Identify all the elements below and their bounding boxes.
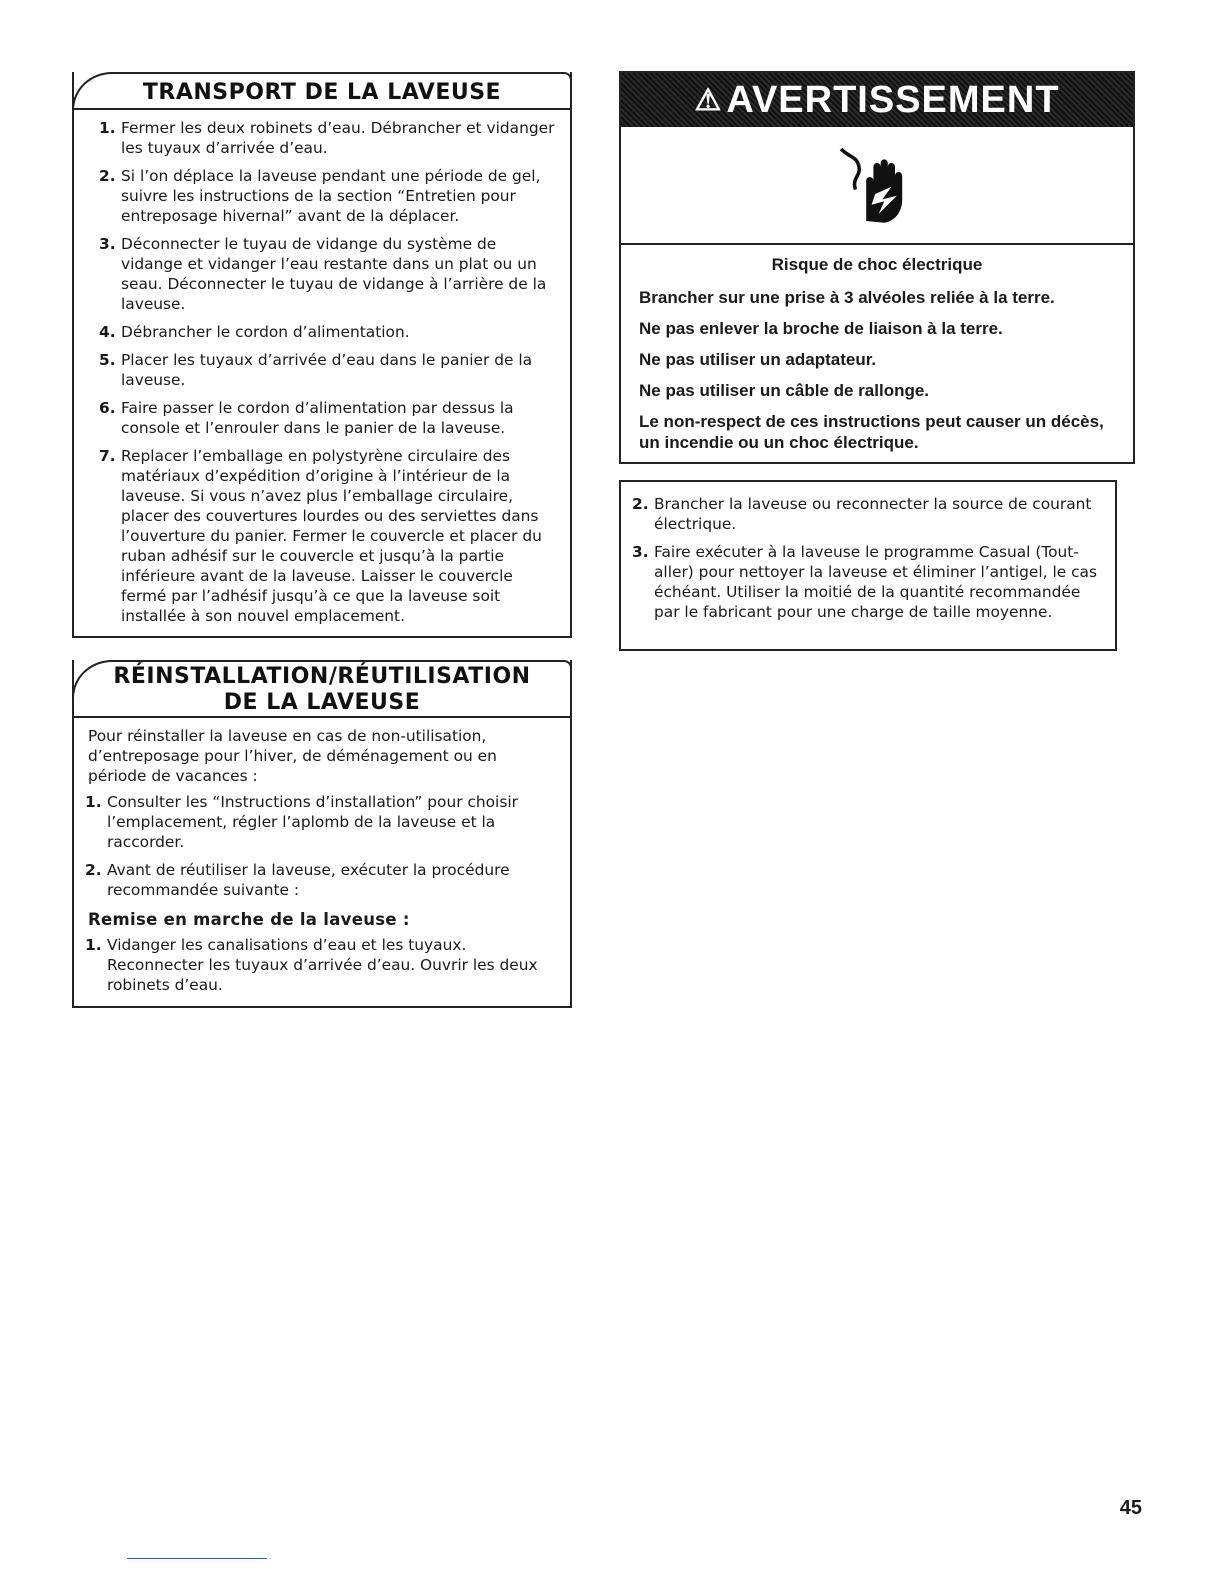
- warning-pictogram: [621, 127, 1133, 245]
- warning-line: Ne pas utiliser un câble de rallonge.: [639, 381, 930, 400]
- restart-subheading: Remise en marche de la laveuse :: [88, 910, 410, 929]
- warning-box: [619, 71, 1135, 464]
- list-item: 1. Vidanger les canalisations d’eau et les tuyaux. Reconnecter les tuyaux d’arrivée d’eau. Ouvrir les deux robinets d’eau.: [85, 936, 538, 994]
- reinstall-title-line1: RÉINSTALLATION/RÉUTILISATION: [113, 664, 531, 689]
- restart-steps: [74, 935, 570, 995]
- warning-line: Ne pas utiliser un adaptateur.: [639, 350, 877, 369]
- list-item: 4. Débrancher le cordon d’alimentation.: [99, 323, 410, 341]
- list-item: 5. Placer les tuyaux d’arrivée d’eau dans le panier de la laveuse.: [99, 351, 533, 389]
- page-number: 45: [1119, 1497, 1142, 1519]
- footer-rule: [127, 1558, 267, 1559]
- list-item: 3. Déconnecter le tuyau de vidange du système de vidange et vidanger l’eau restante dans un plat ou un seau. Déconnecter le tuyau de vidange à l’arrière de la laveuse.: [99, 235, 547, 313]
- electric-shock-hand-icon: [832, 140, 922, 230]
- list-item: 1. Fermer les deux robinets d’eau. Débrancher et vidanger les tuyaux d’arrivée d’eau.: [99, 119, 555, 157]
- list-item: 7. Replacer l’emballage en polystyrène circulaire des matériaux d’expédition d’origine à l’intérieur de la laveuse. Si vous n’avez plus l’emballage circulaire, placer des couvertures lourdes ou des serviettes dans l’ouverture du panier. Fermer le couvercle et placer du ruban adhésif sur le couvercle et jusqu’à la partie inférieure avant de la laveuse. Laisser le couvercle fermé par l’adhésif jusqu’à ce que la laveuse soit installée à son nouvel emplacement.: [99, 447, 542, 625]
- list-item: 2. Avant de réutiliser la laveuse, exécuter la procédure recommandée suivante :: [85, 861, 510, 899]
- warning-line: Le non-respect de ces instructions peut causer un décès, un incendie ou un choc électrique.: [639, 412, 1104, 452]
- reinstall-section: [72, 660, 572, 1008]
- reinstall-intro: Pour réinstaller la laveuse en cas de non-utilisation, d’entreposage pour l’hiver, de déménagement ou en période de vacances :: [88, 727, 497, 785]
- warning-line: Ne pas enlever la broche de liaison à la terre.: [639, 319, 1003, 338]
- warning-banner: [621, 73, 1133, 127]
- warning-triangle-icon: ⚠: [694, 83, 723, 117]
- list-item: 2. Si l’on déplace la laveuse pendant une période de gel, suivre les instructions de la section “Entretien pour entreposage hivernal” avant de la déplacer.: [99, 167, 541, 225]
- list-item: 6. Faire passer le cordon d’alimentation par dessus la console et l’enrouler dans le panier de la laveuse.: [99, 399, 514, 437]
- list-item: 1. Consulter les “Instructions d’installation” pour choisir l’emplacement, régler l’aplomb de la laveuse et la raccorder.: [85, 793, 518, 851]
- transport-steps: [74, 110, 570, 626]
- list-item: 2. Brancher la laveuse ou reconnecter la source de courant électrique.: [632, 495, 1092, 533]
- continued-steps-box: [619, 480, 1117, 651]
- reinstall-title-line2: DE LA LAVEUSE: [223, 690, 421, 715]
- warning-risk: Risque de choc électrique: [771, 255, 983, 274]
- reinstall-steps: [74, 792, 570, 900]
- transport-section: [72, 72, 572, 638]
- warning-title: AVERTISSEMENT: [726, 78, 1060, 121]
- transport-title: TRANSPORT DE LA LAVEUSE: [72, 72, 572, 110]
- reinstall-title: [72, 660, 572, 718]
- warning-text: [621, 245, 1133, 453]
- list-item: 3. Faire exécuter à la laveuse le programme Casual (Tout-aller) pour nettoyer la laveuse et éliminer l’antigel, le cas échéant. Utiliser la moitié de la quantité recommandée par le fabricant pour une charge de taille moyenne.: [632, 543, 1097, 621]
- continued-steps: [621, 482, 1115, 622]
- warning-line: Brancher sur une prise à 3 alvéoles reliée à la terre.: [639, 288, 1055, 307]
